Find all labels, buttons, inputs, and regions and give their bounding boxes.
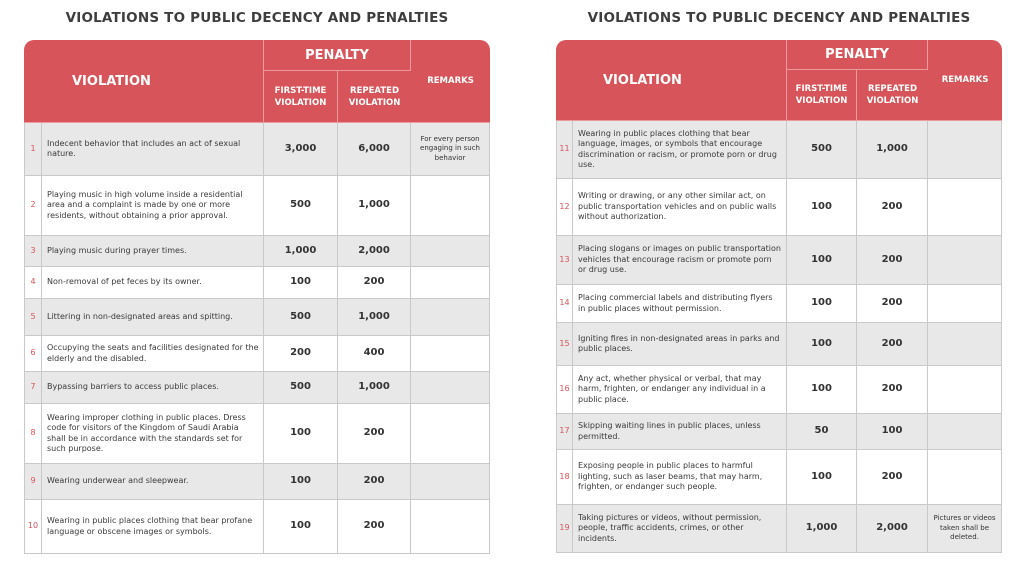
first-time-fine: 200 (264, 336, 338, 372)
row-number: 17 (556, 414, 573, 450)
table-row (24, 299, 490, 336)
violation-description: Placing slogans or images on public transportation vehicles that encourage racism or promote porn or drug use. (573, 236, 787, 285)
table-row (556, 505, 1002, 553)
violations-table (556, 40, 1002, 553)
first-time-fine: 100 (787, 179, 857, 236)
row-number: 7 (24, 372, 42, 404)
table-row (24, 123, 490, 176)
first-time-header: FIRST-TIME VIOLATION (787, 70, 857, 121)
violation-description: Placing commercial labels and distributing flyers in public places without permission. (573, 285, 787, 323)
first-time-fine: 100 (264, 500, 338, 554)
violation-description: Wearing in public places clothing that bear language, images, or symbols that encourage discrimination or racism, or promote porn or drug use. (573, 121, 787, 179)
repeated-fine: 200 (857, 323, 928, 366)
violation-header: VIOLATION (24, 40, 264, 123)
remarks (411, 299, 490, 336)
repeated-fine: 200 (857, 236, 928, 285)
table-row (24, 176, 490, 236)
first-time-fine: 100 (787, 366, 857, 414)
table-row (24, 372, 490, 404)
first-time-fine: 100 (787, 285, 857, 323)
remarks (928, 179, 1002, 236)
table-row (556, 285, 1002, 323)
remarks-header: REMARKS (411, 40, 490, 123)
repeated-header: REPEATED VIOLATION (857, 70, 928, 121)
left-panel (24, 0, 490, 554)
table-row (556, 323, 1002, 366)
remarks (411, 464, 490, 500)
penalty-header: PENALTY (787, 40, 928, 70)
remarks (928, 366, 1002, 414)
row-number: 12 (556, 179, 573, 236)
row-number: 19 (556, 505, 573, 553)
repeated-fine: 200 (338, 404, 411, 464)
first-time-fine: 500 (264, 372, 338, 404)
remarks-header: REMARKS (928, 40, 1002, 121)
violation-description: Playing music in high volume inside a residential area and a complaint is made by one or more residents, without obtaining a prior approval. (42, 176, 264, 236)
remarks (411, 336, 490, 372)
violation-description: Any act, whether physical or verbal, that may harm, frighten, or endanger any individual in a public place. (573, 366, 787, 414)
first-time-fine: 1,000 (264, 236, 338, 267)
remarks (928, 323, 1002, 366)
violations-table (24, 40, 490, 554)
remarks (928, 414, 1002, 450)
first-time-fine: 500 (787, 121, 857, 179)
repeated-fine: 200 (338, 267, 411, 299)
violation-header: VIOLATION (556, 40, 787, 121)
violation-description: Indecent behavior that includes an act of sexual nature. (42, 123, 264, 176)
row-number: 5 (24, 299, 42, 336)
first-time-fine: 100 (787, 323, 857, 366)
remarks (411, 404, 490, 464)
table-row (24, 267, 490, 299)
remarks (928, 121, 1002, 179)
remarks: Pictures or videos taken shall be deleted. (928, 505, 1002, 553)
remarks: For every person engaging in such behavior (411, 123, 490, 176)
violation-description: Non-removal of pet feces by its owner. (42, 267, 264, 299)
repeated-fine: 1,000 (338, 176, 411, 236)
row-number: 6 (24, 336, 42, 372)
remarks (928, 285, 1002, 323)
remarks (411, 176, 490, 236)
repeated-fine: 200 (338, 500, 411, 554)
violation-description: Wearing improper clothing in public places. Dress code for visitors of the Kingdom of Saudi Arabia shall be in accordance with the standards set for such purpose. (42, 404, 264, 464)
table-row (556, 179, 1002, 236)
repeated-fine: 400 (338, 336, 411, 372)
repeated-fine: 1,000 (857, 121, 928, 179)
violation-description: Occupying the seats and facilities designated for the elderly and the disabled. (42, 336, 264, 372)
first-time-fine: 500 (264, 299, 338, 336)
violation-description: Wearing in public places clothing that bear profane language or obscene images or symbols. (42, 500, 264, 554)
table-row (556, 450, 1002, 505)
panel-title: VIOLATIONS TO PUBLIC DECENCY AND PENALTIES (587, 10, 971, 26)
row-number: 18 (556, 450, 573, 505)
violation-description: Playing music during prayer times. (42, 236, 264, 267)
violation-description: Taking pictures or videos, without permission, people, traffic accidents, crimes, or other incidents. (573, 505, 787, 553)
repeated-fine: 200 (857, 179, 928, 236)
row-number: 8 (24, 404, 42, 464)
repeated-fine: 2,000 (857, 505, 928, 553)
first-time-fine: 100 (264, 267, 338, 299)
row-number: 15 (556, 323, 573, 366)
table-row (24, 500, 490, 554)
first-time-fine: 500 (264, 176, 338, 236)
remarks (411, 236, 490, 267)
row-number: 14 (556, 285, 573, 323)
first-time-fine: 1,000 (787, 505, 857, 553)
first-time-fine: 50 (787, 414, 857, 450)
table-row (24, 236, 490, 267)
repeated-fine: 6,000 (338, 123, 411, 176)
first-time-fine: 100 (787, 450, 857, 505)
violation-description: Exposing people in public places to harmful lighting, such as laser beams, that may harm, frighten, or endanger such people. (573, 450, 787, 505)
table-row (24, 464, 490, 500)
repeated-fine: 200 (857, 285, 928, 323)
row-number: 2 (24, 176, 42, 236)
violation-description: Skipping waiting lines in public places, unless permitted. (573, 414, 787, 450)
table-row (556, 414, 1002, 450)
table-row (24, 336, 490, 372)
remarks (411, 500, 490, 554)
violation-description: Wearing underwear and sleepwear. (42, 464, 264, 500)
remarks (928, 450, 1002, 505)
row-number: 11 (556, 121, 573, 179)
first-time-header: FIRST-TIME VIOLATION (264, 71, 338, 123)
row-number: 4 (24, 267, 42, 299)
table-row (556, 366, 1002, 414)
first-time-fine: 100 (264, 404, 338, 464)
row-number: 13 (556, 236, 573, 285)
first-time-fine: 100 (787, 236, 857, 285)
table-row (556, 236, 1002, 285)
first-time-fine: 3,000 (264, 123, 338, 176)
row-number: 3 (24, 236, 42, 267)
repeated-fine: 1,000 (338, 299, 411, 336)
violation-description: Littering in non-designated areas and spitting. (42, 299, 264, 336)
row-number: 1 (24, 123, 42, 176)
right-panel (556, 0, 1002, 553)
row-number: 16 (556, 366, 573, 414)
penalty-header: PENALTY (264, 40, 411, 71)
remarks (928, 236, 1002, 285)
panel-title: VIOLATIONS TO PUBLIC DECENCY AND PENALTIES (65, 10, 449, 26)
table-row (556, 121, 1002, 179)
row-number: 9 (24, 464, 42, 500)
first-time-fine: 100 (264, 464, 338, 500)
violation-description: Writing or drawing, or any other similar act, on public transportation vehicles and on public walls without authorization. (573, 179, 787, 236)
repeated-header: REPEATED VIOLATION (338, 71, 411, 123)
table-row (24, 404, 490, 464)
repeated-fine: 200 (338, 464, 411, 500)
row-number: 10 (24, 500, 42, 554)
repeated-fine: 200 (857, 366, 928, 414)
repeated-fine: 2,000 (338, 236, 411, 267)
remarks (411, 267, 490, 299)
remarks (411, 372, 490, 404)
violation-description: Igniting fires in non-designated areas in parks and public places. (573, 323, 787, 366)
repeated-fine: 200 (857, 450, 928, 505)
repeated-fine: 100 (857, 414, 928, 450)
repeated-fine: 1,000 (338, 372, 411, 404)
violation-description: Bypassing barriers to access public places. (42, 372, 264, 404)
